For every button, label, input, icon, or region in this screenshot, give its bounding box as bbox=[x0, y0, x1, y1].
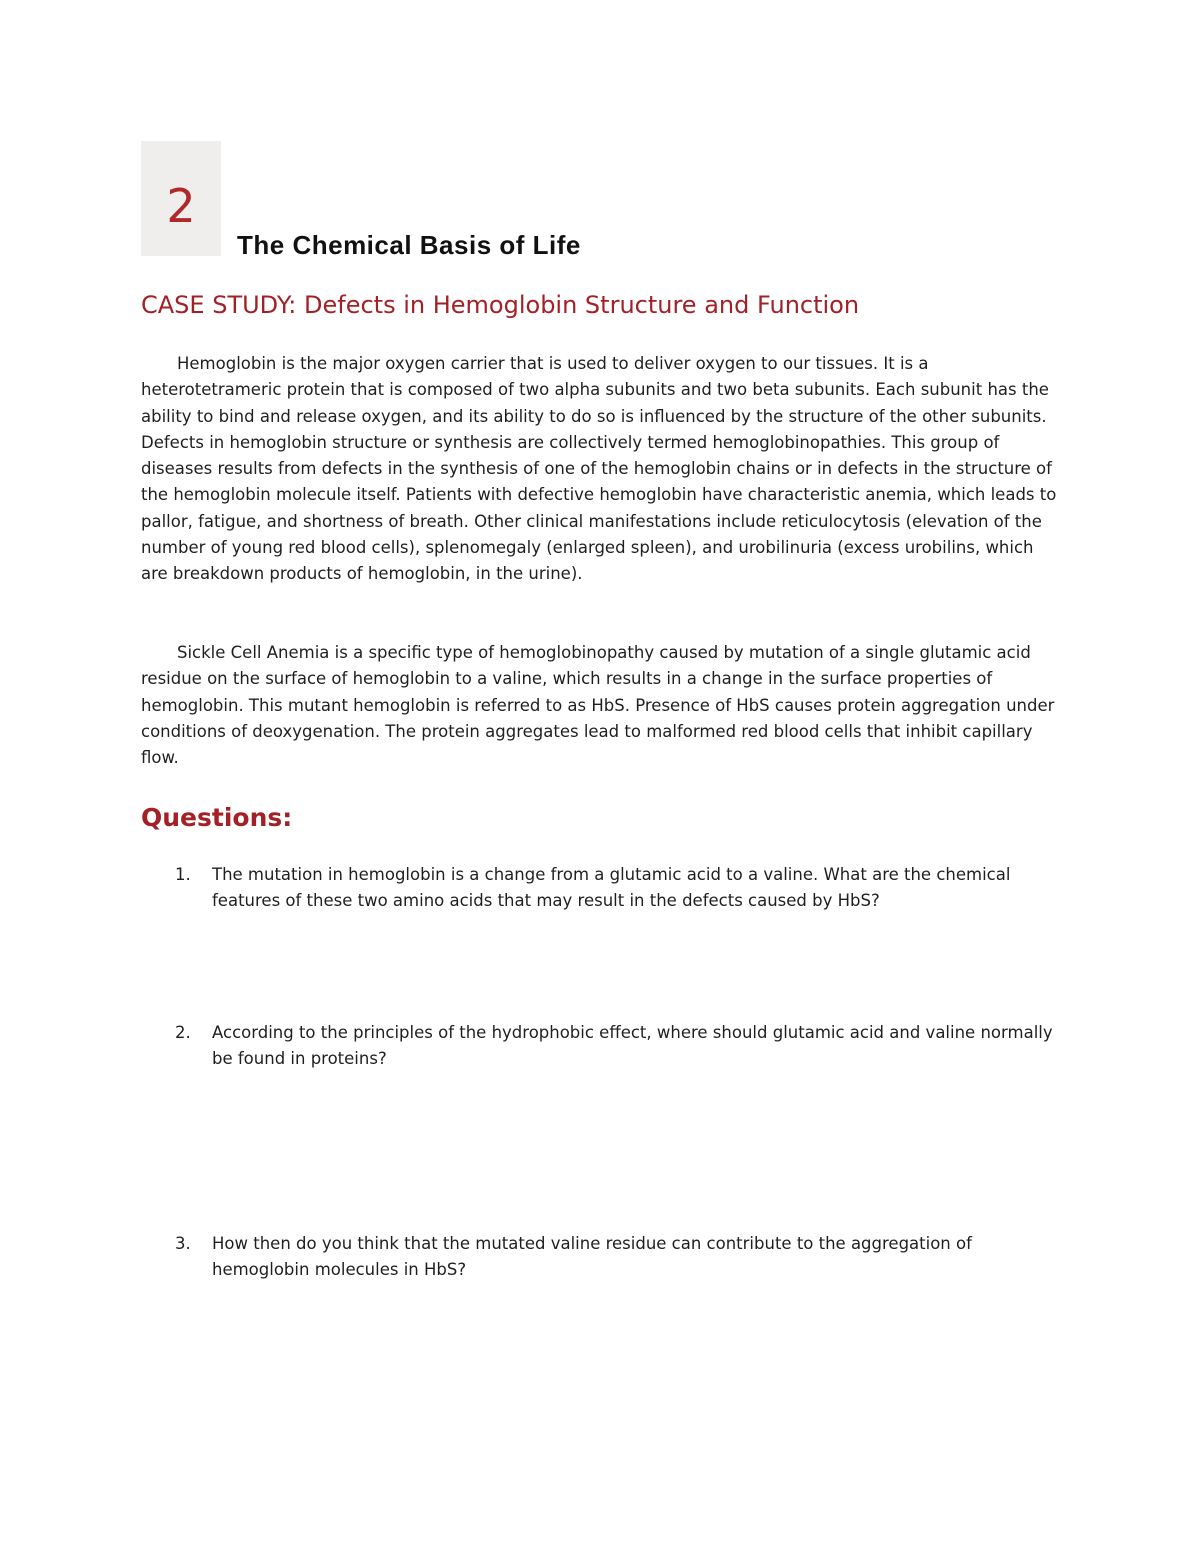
case-study-paragraph-2 bbox=[141, 640, 1061, 771]
question-text: How then do you think that the mutated valine residue can contribute to the aggregation of hemoglobin molecules in HbS? bbox=[212, 1234, 972, 1280]
chapter-title: The Chemical Basis of Life bbox=[237, 230, 581, 260]
case-study-paragraph-1 bbox=[141, 351, 1061, 588]
question-2 bbox=[175, 1020, 1065, 1073]
paragraph-text: Sickle Cell Anemia is a specific type of hemoglobinopathy caused by mutation of a single glutamic acid residue on the surface of hemoglobin to a valine, which results in a change in the surface properties of hemoglobin. This mutant hemoglobin is referred to as HbS. Presence of HbS causes protein aggregation under conditions of deoxygenation. The protein aggregates lead to malformed red blood cells that inhibit capillary flow. bbox=[141, 643, 1055, 768]
question-1 bbox=[175, 862, 1065, 915]
question-number: 2. bbox=[175, 1023, 191, 1042]
case-study-heading: CASE STUDY: Defects in Hemoglobin Structure and Function bbox=[141, 291, 860, 319]
questions-heading: Questions: bbox=[141, 803, 293, 832]
question-text: According to the principles of the hydrophobic effect, where should glutamic acid and valine normally be found in proteins? bbox=[212, 1023, 1053, 1069]
question-number: 1. bbox=[175, 865, 191, 884]
question-3 bbox=[175, 1231, 1065, 1284]
question-number: 3. bbox=[175, 1234, 191, 1253]
paragraph-text: Hemoglobin is the major oxygen carrier that is used to deliver oxygen to our tissues. It is a heterotetrameric protein that is composed of two alpha subunits and two beta subunits. Each subunit has the ability to bind and release oxygen, and its ability to do so is influenced by the structure of the other subunits. Defects in hemoglobin structure or synthesis are collectively termed hemoglobinopathies. This group of diseases results from defects in the synthesis of one of the hemoglobin chains or in defects in the structure of the hemoglobin molecule itself. Patients with defective hemoglobin have characteristic anemia, which leads to pallor, fatigue, and shortness of breath. Other clinical manifestations include reticulocytosis (elevation of the number of young red blood cells), splenomegaly (enlarged spleen), and urobilinuria (excess urobilins, which are breakdown products of hemoglobin, in the urine). bbox=[141, 354, 1057, 584]
question-text: The mutation in hemoglobin is a change from a glutamic acid to a valine. What are the chemical features of these two amino acids that may result in the defects caused by HbS? bbox=[212, 865, 1011, 911]
chapter-number: 2 bbox=[166, 179, 196, 233]
chapter-number-box bbox=[141, 141, 221, 256]
